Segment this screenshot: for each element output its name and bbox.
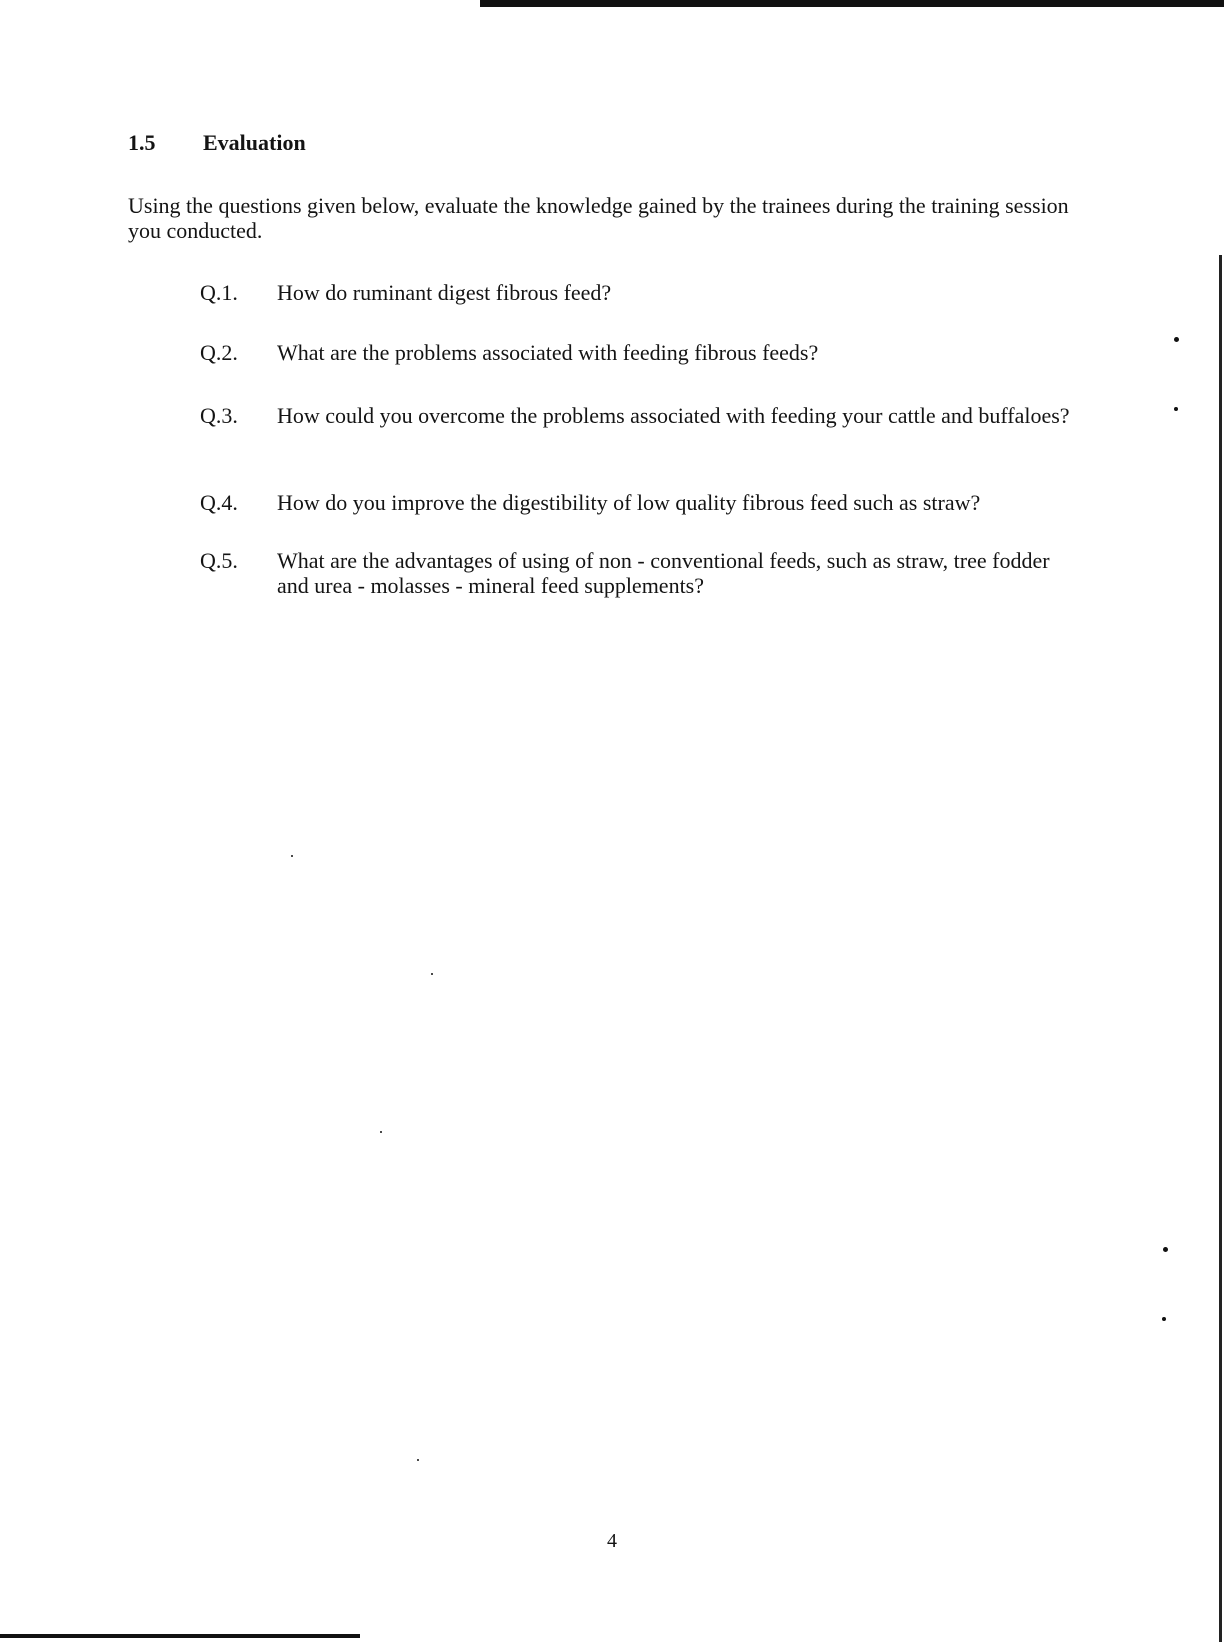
section-heading bbox=[128, 130, 306, 156]
question-text: What are the advantages of using of non - conventional feeds, such as straw, tree fodder and urea - molasses - mineral feed supplements? bbox=[277, 548, 1050, 598]
scan-speck bbox=[1174, 407, 1178, 411]
question-text: What are the problems associated with feeding fibrous feeds? bbox=[277, 340, 819, 365]
question-text: How could you overcome the problems associated with feeding your cattle and buffaloes? bbox=[277, 403, 1070, 428]
question-item bbox=[200, 548, 1080, 598]
question-item bbox=[200, 280, 1080, 305]
scan-top-edge bbox=[480, 0, 1224, 7]
question-text: How do ruminant digest fibrous feed? bbox=[277, 280, 612, 305]
question-number: Q.5. bbox=[200, 548, 238, 573]
section-number: 1.5 bbox=[128, 130, 156, 155]
question-number: Q.4. bbox=[200, 490, 238, 515]
scan-right-edge bbox=[1219, 255, 1222, 1642]
question-item bbox=[200, 490, 1080, 515]
scan-speck bbox=[291, 855, 293, 857]
question-number: Q.1. bbox=[200, 280, 238, 305]
scan-bottom-edge bbox=[0, 1634, 360, 1638]
question-number: Q.2. bbox=[200, 340, 238, 365]
scan-speck bbox=[380, 1131, 382, 1133]
question-number: Q.3. bbox=[200, 403, 238, 428]
scan-speck bbox=[431, 973, 433, 975]
section-title: Evaluation bbox=[203, 130, 306, 155]
question-item bbox=[200, 403, 1080, 428]
page-number: 4 bbox=[607, 1530, 617, 1552]
intro-paragraph: Using the questions given below, evaluate the knowledge gained by the trainees during the training session you conducted. bbox=[128, 193, 1069, 243]
question-text: How do you improve the digestibility of low quality fibrous feed such as straw? bbox=[277, 490, 981, 515]
scan-speck bbox=[1163, 1247, 1168, 1252]
scan-speck bbox=[417, 1459, 419, 1461]
scan-speck bbox=[1174, 337, 1179, 342]
scan-speck bbox=[1162, 1317, 1166, 1321]
question-item bbox=[200, 340, 1080, 365]
